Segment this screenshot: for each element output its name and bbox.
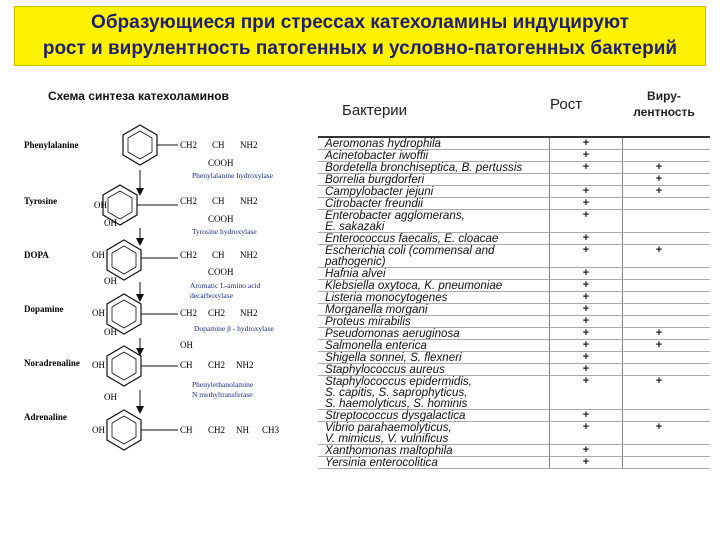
group-cooh-2: COOH xyxy=(208,214,234,224)
virulence-cell: + xyxy=(655,375,663,387)
table-row xyxy=(318,422,710,445)
enzyme-dopamine-hydroxylase: Dopamine β - hydroxylase xyxy=(194,324,274,333)
group-oh-4b: OH xyxy=(104,327,117,337)
growth-cell: + xyxy=(550,268,623,279)
table-row xyxy=(318,210,710,233)
virulence-cell xyxy=(623,304,695,315)
bacteria-name-line: Citrobacter freundii xyxy=(325,198,423,209)
table-row xyxy=(318,174,710,186)
table-row xyxy=(318,410,710,422)
bacteria-name-line: Enterococcus faecalis, E. cloacae xyxy=(325,233,499,244)
benzene-ring-noradrenaline xyxy=(107,346,141,386)
group-ch-1: CH xyxy=(212,140,225,150)
bacteria-name-line: S. capitis, S. saprophyticus, xyxy=(325,386,468,399)
bacteria-name-line: Salmonella enterica xyxy=(325,340,427,351)
group-ch-3: CH xyxy=(212,250,225,260)
bacteria-name xyxy=(318,162,550,173)
group-ch-2: CH xyxy=(212,196,225,206)
group-ch2-1: CH2 xyxy=(180,140,198,150)
bacteria-name-line: Bordetella bronchiseptica, B. pertussis xyxy=(325,162,523,173)
bacteria-name-line: Hafnia alvei xyxy=(325,268,386,279)
title-line-2: рост и вирулентность патогенных и условно-патогенных бактерий xyxy=(42,38,678,59)
growth-cell: + xyxy=(550,304,623,315)
growth-cell: + xyxy=(550,328,623,339)
compound-adrenaline: Adrenaline xyxy=(24,412,67,422)
table-row xyxy=(318,352,710,364)
virulence-cell xyxy=(623,316,695,327)
bacteria-name-line: Morganella morgani xyxy=(325,304,428,315)
table-row xyxy=(318,316,710,328)
header-virulence-text: Виру- лентность xyxy=(633,89,695,119)
bacteria-name xyxy=(318,186,550,197)
table-row xyxy=(318,138,710,150)
enzyme-pnmt: Phenylethanolamine xyxy=(192,380,254,389)
bacteria-name-line: Xanthomonas maltophila xyxy=(325,445,453,456)
group-ch2-3: CH2 xyxy=(180,250,198,260)
slide-title xyxy=(14,6,706,66)
bacteria-name-line: Yersinia enterocolitica xyxy=(325,457,438,468)
group-oh-6: OH xyxy=(92,425,105,435)
title-line-1: Образующиеся при стрессах катехоламины индуцируют xyxy=(91,12,629,33)
group-ch3-6: CH3 xyxy=(262,425,280,435)
table-row xyxy=(318,280,710,292)
bacteria-name-line: V. mimicus, V. vulnificus xyxy=(325,432,449,444)
table-row xyxy=(318,340,710,352)
virulence-cell xyxy=(623,233,695,244)
growth-cell: + xyxy=(550,245,623,267)
growth-cell: + xyxy=(550,150,623,161)
bacteria-name-line: Proteus mirabilis xyxy=(325,316,411,327)
group-ch2-4b: CH2 xyxy=(208,308,226,318)
benzene-ring-dopa xyxy=(107,240,141,280)
growth-cell xyxy=(550,174,623,185)
bacteria-name-line: Staphylococcus aureus xyxy=(325,364,445,375)
virulence-cell xyxy=(623,150,695,161)
bacteria-name xyxy=(318,376,550,409)
growth-cell: + xyxy=(550,292,623,303)
compound-dopa: DOPA xyxy=(24,250,49,260)
virulence-cell: + xyxy=(655,244,663,256)
group-oh-5c: OH xyxy=(180,340,193,350)
header-virulence xyxy=(618,88,710,120)
group-cooh-3: COOH xyxy=(208,267,234,277)
header-bacteria: Бактерии xyxy=(342,102,408,119)
group-nh2-3: NH2 xyxy=(240,250,258,260)
enzyme-aromatic-decarboxylase: Aromatic L-amino acid xyxy=(190,281,261,290)
growth-cell: + xyxy=(550,186,623,197)
virulence-cell xyxy=(623,410,695,421)
bacteria-name-line: S. haemolyticus, S. hominis xyxy=(325,397,468,409)
table-row xyxy=(318,376,710,410)
bacteria-name xyxy=(318,410,550,421)
growth-cell: + xyxy=(550,410,623,421)
bacteria-name-line: E. sakazaki xyxy=(325,220,385,232)
group-nh2-4: NH2 xyxy=(240,308,258,318)
growth-cell: + xyxy=(550,233,623,244)
bacteria-name xyxy=(318,304,550,315)
group-nh2-5: NH2 xyxy=(236,360,254,370)
table-header xyxy=(318,88,710,126)
bacteria-name-line: Escherichia coli (commensal and xyxy=(325,245,495,257)
group-oh-2b: OH xyxy=(104,218,117,228)
enzyme-pnmt-2: N methyltransferase xyxy=(192,390,253,399)
table-row xyxy=(318,245,710,268)
bacteria-name xyxy=(318,364,550,375)
group-cooh-1: COOH xyxy=(208,158,234,168)
group-ch-5: CH xyxy=(180,360,193,370)
bacteria-name-line: Borrelia burgdorferi xyxy=(325,174,425,185)
growth-cell: + xyxy=(550,457,623,468)
virulence-cell xyxy=(623,364,695,375)
bacteria-name-line: Aeromonas hydrophila xyxy=(325,138,442,149)
bacteria-name xyxy=(318,292,550,303)
bacteria-name xyxy=(318,174,550,185)
group-nh-6: NH xyxy=(236,425,249,435)
growth-cell: + xyxy=(550,422,623,444)
virulence-cell xyxy=(623,198,695,209)
bacteria-name-line: Shigella sonnei, S. flexneri xyxy=(325,352,462,363)
bacteria-name xyxy=(318,457,550,468)
growth-cell: + xyxy=(550,162,623,173)
virulence-cell xyxy=(623,445,695,456)
growth-cell: + xyxy=(550,316,623,327)
virulence-cell xyxy=(623,292,695,303)
bacteria-name xyxy=(318,352,550,363)
bacteria-name-line: Campylobacter jejuni xyxy=(325,186,434,197)
bacteria-name-line: Enterobacter agglomerans, xyxy=(325,210,465,222)
bacteria-name xyxy=(318,340,550,351)
bacteria-name-line: Streptococcus dysgalactica xyxy=(325,410,466,421)
table-row xyxy=(318,268,710,280)
catecholamine-synthesis-diagram xyxy=(0,100,310,540)
group-ch2-6: CH2 xyxy=(208,425,226,435)
group-oh-4: OH xyxy=(92,308,105,318)
bacteria-name xyxy=(318,210,550,232)
virulence-cell xyxy=(623,138,695,149)
group-oh-3: OH xyxy=(92,250,105,260)
bacteria-name xyxy=(318,198,550,209)
bacteria-name-line: pathogenic) xyxy=(325,255,386,267)
bacteria-name-line: Pseudomonas aeruginosa xyxy=(325,328,460,339)
table-row xyxy=(318,364,710,376)
table-row xyxy=(318,292,710,304)
table-row xyxy=(318,233,710,245)
table-row xyxy=(318,328,710,340)
bacteria-name-line: Vibrio parahaemolyticus, xyxy=(325,422,452,434)
group-ch2-4: CH2 xyxy=(180,308,198,318)
virulence-cell: + xyxy=(655,185,663,197)
bacteria-name-line: Staphylococcus epidermidis, xyxy=(325,376,472,388)
table-row xyxy=(318,198,710,210)
group-ch2-5: CH2 xyxy=(208,360,226,370)
bacteria-name xyxy=(318,445,550,456)
growth-cell: + xyxy=(550,445,623,456)
bacteria-name xyxy=(318,233,550,244)
table-rows xyxy=(318,136,710,469)
enzyme-tyr-hydroxylase: Tyrosine hydroxylase xyxy=(192,227,257,236)
virulence-cell xyxy=(623,210,695,232)
bacteria-name xyxy=(318,150,550,161)
group-ch2-2: CH2 xyxy=(180,196,198,206)
virulence-cell: + xyxy=(655,327,663,339)
growth-cell: + xyxy=(550,138,623,149)
bacteria-name xyxy=(318,328,550,339)
growth-cell: + xyxy=(550,280,623,291)
group-nh2-2: NH2 xyxy=(240,196,258,206)
benzene-ring-adrenaline xyxy=(107,410,141,450)
group-oh-5: OH xyxy=(92,360,105,370)
enzyme-aromatic-decarboxylase-2: decarboxylase xyxy=(190,291,233,300)
table-row xyxy=(318,457,710,469)
table-row xyxy=(318,150,710,162)
bacteria-table xyxy=(318,88,710,468)
growth-cell: + xyxy=(550,340,623,351)
virulence-cell: + xyxy=(655,173,663,185)
bacteria-name xyxy=(318,138,550,149)
virulence-cell: + xyxy=(655,421,663,433)
header-growth: Рост xyxy=(550,96,583,113)
group-nh2-1: NH2 xyxy=(240,140,258,150)
growth-cell: + xyxy=(550,364,623,375)
virulence-cell xyxy=(623,352,695,363)
growth-cell: + xyxy=(550,352,623,363)
virulence-cell xyxy=(623,457,695,468)
bacteria-name xyxy=(318,268,550,279)
group-oh-3b: OH xyxy=(104,276,117,286)
benzene-ring-phenylalanine xyxy=(123,125,157,165)
group-oh-2: OH xyxy=(94,200,107,210)
group-ch-6: CH xyxy=(180,425,193,435)
compound-noradrenaline: Noradrenaline xyxy=(24,358,80,368)
table-row xyxy=(318,445,710,457)
table-row xyxy=(318,186,710,198)
virulence-cell xyxy=(623,268,695,279)
compound-dopamine: Dopamine xyxy=(24,304,64,314)
bacteria-name-line: Listeria monocytogenes xyxy=(325,292,448,303)
growth-cell: + xyxy=(550,376,623,409)
table-row xyxy=(318,162,710,174)
enzyme-phe-hydroxylase: Phenylalanine hydroxylase xyxy=(192,171,274,180)
compound-tyrosine: Tyrosine xyxy=(24,196,58,206)
bacteria-name xyxy=(318,245,550,267)
bacteria-name xyxy=(318,280,550,291)
virulence-cell xyxy=(623,280,695,291)
bacteria-name-line: Klebsiella oxytoca, K. pneumoniae xyxy=(325,280,503,291)
table-row xyxy=(318,304,710,316)
scheme-label: Схема синтеза катехоламинов xyxy=(48,89,229,103)
bacteria-name xyxy=(318,316,550,327)
growth-cell: + xyxy=(550,210,623,232)
bacteria-name-line: Acinetobacter iwoffii xyxy=(325,150,429,161)
virulence-cell: + xyxy=(655,339,663,351)
compound-phenylalanine: Phenylalanine xyxy=(24,140,79,150)
group-oh-5b: OH xyxy=(104,392,117,402)
growth-cell: + xyxy=(550,198,623,209)
bacteria-name xyxy=(318,422,550,444)
virulence-cell: + xyxy=(655,161,663,173)
